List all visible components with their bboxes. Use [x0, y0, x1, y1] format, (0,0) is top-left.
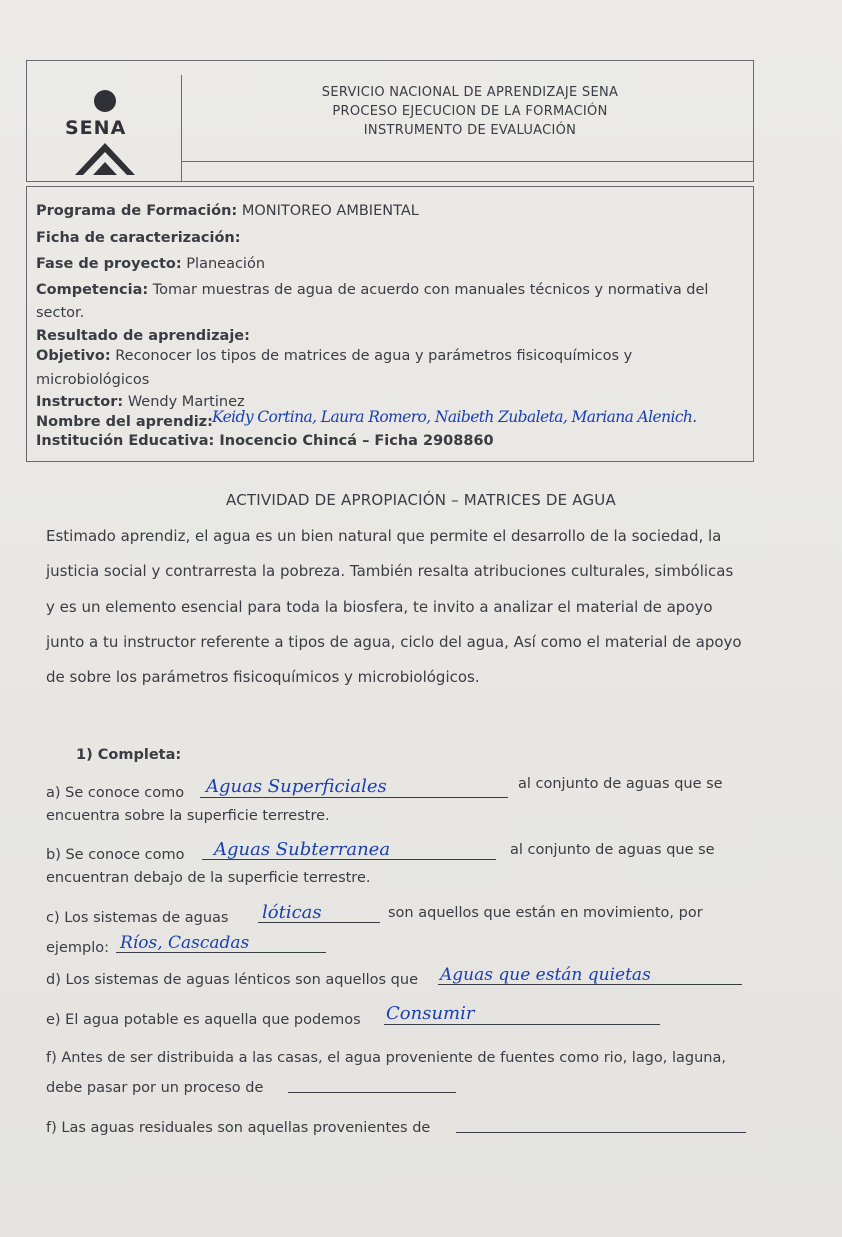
answer-blank	[384, 1024, 660, 1025]
header-divider	[181, 161, 753, 162]
answer-d: Aguas que están quietas	[440, 965, 651, 985]
programa-row	[36, 203, 419, 219]
answer-e: Consumir	[386, 1003, 475, 1024]
questions-heading: 1) Completa:	[76, 747, 182, 763]
competencia-label: Competencia:	[36, 282, 149, 298]
competencia-value-2: sector.	[36, 305, 85, 321]
paragraph-line: Estimado aprendiz, el agua es un bien natural que permite el desarrollo de la sociedad, la	[46, 527, 722, 545]
question-a-start: a) Se conoce como	[46, 785, 185, 801]
programa-label: Programa de Formación:	[36, 203, 238, 219]
paragraph-line: de sobre los parámetros fisicoquímicos y microbiológicos.	[46, 668, 480, 686]
resultado-label: Resultado de aprendizaje:	[36, 328, 250, 344]
header-table	[26, 60, 754, 182]
header-line-3: INSTRUMENTO DE EVALUACIÓN	[363, 123, 577, 138]
objetivo-label: Objetivo:	[36, 348, 111, 364]
answer-c: lóticas	[262, 902, 322, 923]
question-f-line1: f) Antes de ser distribuida a las casas, el agua proveniente de fuentes como rio, lago, laguna,	[46, 1050, 726, 1066]
question-f-line2: debe pasar por un proceso de	[46, 1080, 264, 1096]
header-line-2: PROCESO EJECUCION DE LA FORMACIÓN	[332, 104, 608, 119]
programa-value: MONITOREO AMBIENTAL	[241, 203, 419, 219]
answer-blank	[456, 1132, 746, 1133]
question-g: f) Las aguas residuales son aquellas provenientes de	[46, 1120, 431, 1136]
nombre-value: Keidy Cortina, Laura Romero, Naibeth Zubaleta, Mariana Alenich.	[212, 408, 697, 426]
question-b-start: b) Se conoce como	[46, 847, 185, 863]
question-c-end: son aquellos que están en movimiento, por	[388, 905, 703, 921]
nombre-row	[36, 414, 213, 430]
competencia-row	[36, 282, 708, 298]
question-c-start: c) Los sistemas de aguas	[46, 910, 229, 926]
answer-a: Aguas Superficiales	[206, 776, 387, 797]
fase-value: Planeación	[186, 256, 266, 272]
question-d: d) Los sistemas de aguas lénticos son aquellos que	[46, 972, 419, 988]
question-e: e) El agua potable es aquella que podemos	[46, 1012, 361, 1028]
logo-text: SENA	[65, 117, 127, 139]
paragraph-line: y es un elemento esencial para toda la biosfera, te invito a analizar el material de apoyo	[46, 598, 713, 616]
answer-c-examples: Ríos, Cascadas	[120, 933, 250, 953]
competencia-row-2	[36, 305, 84, 321]
question-b-line2: encuentran debajo de la superficie terrestre.	[46, 870, 371, 886]
nombre-label: Nombre del aprendiz:	[36, 414, 213, 430]
paragraph-line: junto a tu instructor referente a tipos de agua, ciclo del agua, Así como el material de apoyo	[46, 633, 742, 651]
answer-blank	[288, 1092, 456, 1093]
objetivo-value-2: microbiológicos	[36, 372, 150, 388]
objetivo-row	[36, 348, 632, 364]
question-b-end: al conjunto de aguas que se	[510, 842, 715, 858]
logo-cell	[27, 75, 182, 181]
instructor-label: Instructor:	[36, 394, 124, 410]
resultado-row	[36, 328, 250, 344]
ficha-label: Ficha de caracterización:	[36, 230, 241, 246]
activity-title: ACTIVIDAD DE APROPIACIÓN – MATRICES DE AGUA	[226, 491, 616, 509]
answer-b: Aguas Subterranea	[214, 839, 391, 860]
fase-row	[36, 256, 265, 272]
header-title	[187, 83, 753, 140]
objetivo-value: Reconocer los tipos de matrices de agua y parámetros fisicoquímicos y	[115, 348, 633, 364]
question-c-line2: ejemplo:	[46, 940, 109, 956]
header-line-1: SERVICIO NACIONAL DE APRENDIZAJE SENA	[321, 85, 619, 100]
paragraph-line: justicia social y contrarresta la pobreza. También resalta atribuciones culturales, simbólicas	[46, 562, 734, 580]
instructor-value: Wendy Martinez	[127, 394, 245, 410]
institucion-label: Institución Educativa: Inocencio Chincá – Ficha 2908860	[36, 433, 494, 449]
ficha-row	[36, 230, 241, 246]
fase-label: Fase de proyecto:	[36, 256, 182, 272]
institucion-row	[36, 433, 494, 449]
question-a-end: al conjunto de aguas que se	[518, 776, 723, 792]
competencia-value: Tomar muestras de agua de acuerdo con manuales técnicos y normativa del	[152, 282, 709, 298]
objetivo-row-2	[36, 372, 149, 388]
question-a-line2: encuentra sobre la superficie terrestre.	[46, 808, 330, 824]
answer-blank	[200, 797, 508, 798]
